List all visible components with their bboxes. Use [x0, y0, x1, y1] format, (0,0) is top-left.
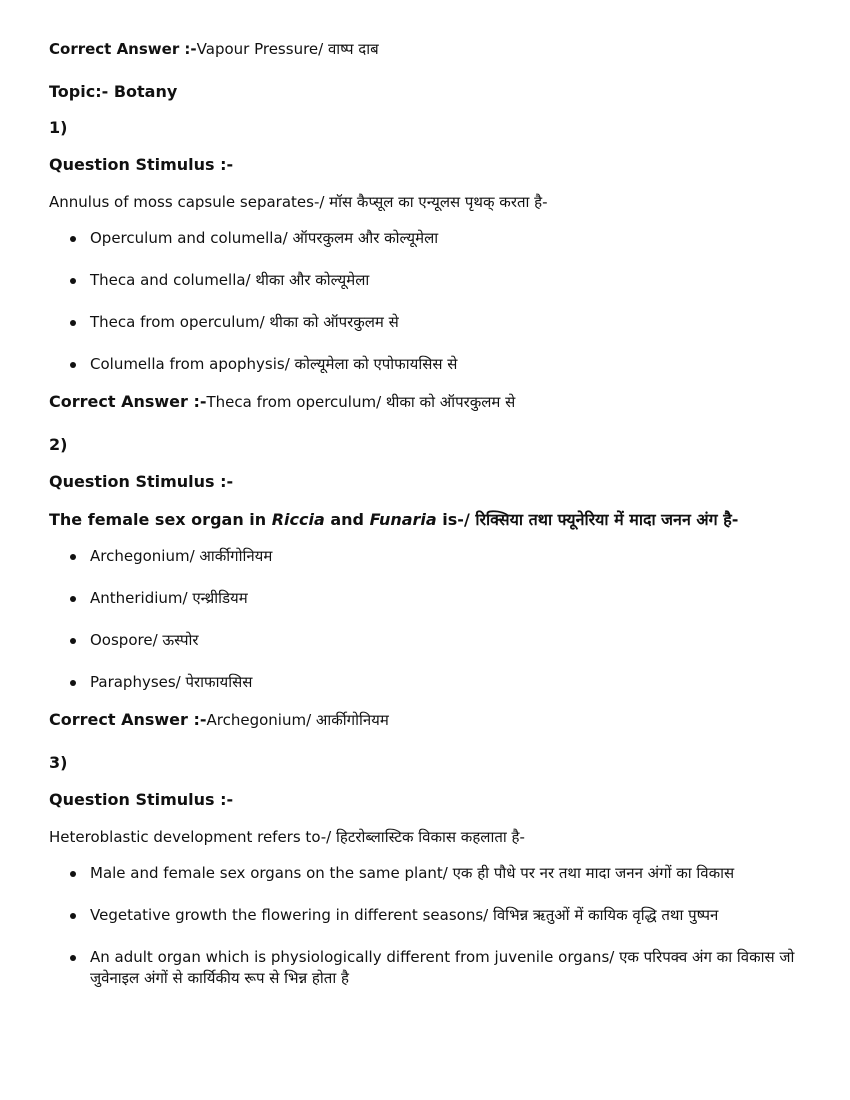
option-item: Male and female sex organs on the same plant/ एक ही पौधे पर नर तथा मादा जनन अंगों का विकास	[49, 863, 799, 884]
option-item: Archegonium/ आर्कीगोनियम	[49, 546, 799, 567]
correct-answer	[49, 709, 799, 731]
document-page	[49, 38, 799, 1010]
options-list	[49, 863, 799, 989]
question-stimulus: Annulus of moss capsule separates-/ मॉस कैप्सूल का एन्यूलस पृथक् करता है-	[49, 193, 548, 211]
stimulus-label: Question Stimulus :-	[49, 155, 234, 174]
stimulus-part: is-/ रिक्सिया तथा फ्यूनेरिया में मादा जनन अंग है-	[436, 510, 739, 529]
option-item: Columella from apophysis/ कोल्यूमेला को एपोफायसिस से	[49, 354, 799, 375]
genus-name: Riccia	[271, 510, 325, 529]
option-item: Theca from operculum/ थीका को ऑपरकुलम से	[49, 312, 799, 333]
question-1	[49, 118, 799, 413]
answer-value: Vapour Pressure/ वाष्प दाब	[196, 40, 379, 58]
question-stimulus	[49, 509, 799, 530]
option-item: Paraphyses/ पेराफायसिस	[49, 672, 799, 693]
option-item: Antheridium/ एन्थ्रीडियम	[49, 588, 799, 609]
answer-value: Archegonium/ आर्कीगोनियम	[206, 711, 389, 729]
option-item: Vegetative growth the flowering in different seasons/ विभिन्न ऋतुओं में कायिक वृद्धि तथा पुष्पन	[49, 905, 799, 926]
question-number: 2)	[49, 435, 68, 454]
option-item: An adult organ which is physiologically different from juvenile organs/ एक परिपक्व अंग का विकास जो जुवेनाइल अंगों से कार्यिकीय रूप से भिन्न होता है	[49, 947, 799, 989]
options-list	[49, 546, 799, 693]
previous-correct-answer	[49, 38, 799, 60]
question-number: 1)	[49, 118, 68, 137]
genus-name: Funaria	[369, 510, 437, 529]
answer-label: Correct Answer :-	[49, 710, 207, 729]
stimulus-label: Question Stimulus :-	[49, 472, 234, 491]
question-2	[49, 435, 799, 731]
correct-answer	[49, 391, 799, 413]
option-item: Theca and columella/ थीका और कोल्यूमेला	[49, 270, 799, 291]
option-item: Oospore/ ऊस्पोर	[49, 630, 799, 651]
stimulus-label: Question Stimulus :-	[49, 790, 234, 809]
answer-value: Theca from operculum/ थीका को ऑपरकुलम से	[206, 393, 516, 411]
option-item: Operculum and columella/ ऑपरकुलम और कोल्यूमेला	[49, 228, 799, 249]
answer-label: Correct Answer :-	[49, 392, 207, 411]
options-list	[49, 228, 799, 375]
question-stimulus: Heteroblastic development refers to-/ हिटरोब्लास्टिक विकास कहलाता है-	[49, 828, 525, 846]
question-3	[49, 753, 799, 989]
stimulus-part: The female sex organ in	[49, 510, 272, 529]
question-number: 3)	[49, 753, 68, 772]
topic-heading: Topic:- Botany	[49, 82, 178, 101]
stimulus-part: and	[324, 510, 370, 529]
answer-label: Correct Answer :-	[49, 40, 197, 58]
